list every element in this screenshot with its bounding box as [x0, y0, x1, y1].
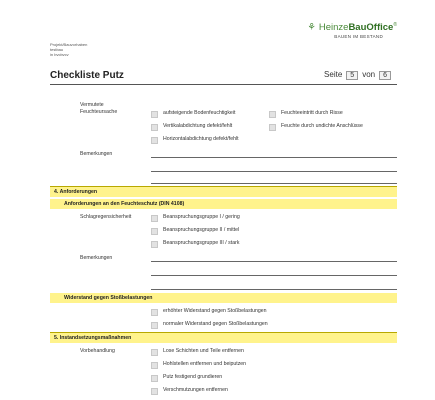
- vorbehandlung-label: Vorbehandlung: [80, 348, 115, 354]
- schlagregen-label: Schlagregensicherheit: [80, 214, 132, 220]
- page-title: Checkliste Putz: [50, 70, 124, 81]
- option-label: Lose Schichten und Teile entfernen: [163, 348, 244, 354]
- checkbox[interactable]: [151, 137, 158, 144]
- option-label: normaler Widerstand gegen Stoßbelastungen: [163, 321, 268, 327]
- option-label: Vertikalabdichtung defekt/fehlt: [163, 123, 233, 129]
- option-label: Feuchteeintritt durch Risse: [281, 110, 343, 116]
- checkbox[interactable]: [269, 124, 276, 131]
- project-line-2: testbau: [50, 47, 64, 52]
- stoss-title: Widerstand gegen Stoßbelastungen: [64, 295, 153, 301]
- page-total-field: 6: [379, 71, 391, 80]
- section-4-subtitle: Anforderungen an den Feuchteschutz (DIN 4108): [64, 201, 185, 207]
- checkbox[interactable]: [151, 124, 158, 131]
- checkbox[interactable]: [151, 215, 158, 222]
- section-5-title: 5. Instandsetzungsmaßnahmen: [54, 335, 132, 341]
- logo-icon: ⚘: [307, 22, 316, 34]
- remarks-line[interactable]: [151, 289, 397, 290]
- vermutete-label: [80, 102, 117, 115]
- remarks-line[interactable]: [151, 157, 397, 158]
- remarks-label: Bemerkungen: [80, 255, 113, 261]
- section-4-subheader: [50, 199, 397, 209]
- title-divider: [50, 84, 397, 85]
- option-label: Hohlstellen entfernen und beiputzen: [163, 361, 247, 367]
- option-label: Verschmutzungen entfernen: [163, 387, 228, 393]
- checkbox[interactable]: [151, 375, 158, 382]
- checkbox[interactable]: [151, 388, 158, 395]
- checkbox[interactable]: [151, 309, 158, 316]
- logo-reg: ®: [393, 22, 397, 28]
- remarks-line[interactable]: [151, 183, 397, 184]
- logo-name-prefix: Heinze: [318, 22, 349, 34]
- remarks-line[interactable]: [151, 275, 397, 276]
- vermutete-label-line1: Vermutete: [80, 102, 104, 108]
- remarks-label: Bemerkungen: [80, 151, 113, 157]
- option-label: Feuchte durch undichte Anschlüsse: [281, 123, 363, 129]
- page-current-field: 5: [346, 71, 358, 80]
- page-indicator: [324, 70, 395, 80]
- section-4-header: [50, 186, 397, 197]
- section-5-header: [50, 332, 397, 343]
- option-label: Horizontalabdichtung defekt/fehlt: [163, 136, 239, 142]
- page-of-label: von: [362, 70, 376, 79]
- option-label: Beanspruchungsgruppe II / mittel: [163, 227, 240, 233]
- checkbox[interactable]: [151, 111, 158, 118]
- vermutete-label-line2: Feuchteursache: [80, 108, 118, 115]
- logo-tagline: BAUEN IM BESTAND: [334, 34, 383, 39]
- project-line-3: in bvcbvcv: [50, 52, 69, 57]
- checkbox[interactable]: [151, 362, 158, 369]
- checkbox[interactable]: [151, 349, 158, 356]
- option-label: Putz festigend grundieren: [163, 374, 223, 380]
- option-label: Beanspruchungsgruppe III / stark: [163, 240, 240, 246]
- checkbox[interactable]: [151, 322, 158, 329]
- logo-name-main: BauOffice: [348, 22, 394, 34]
- checkbox[interactable]: [269, 111, 276, 118]
- remarks-line[interactable]: [151, 171, 397, 172]
- checkbox[interactable]: [151, 241, 158, 248]
- remarks-line[interactable]: [151, 261, 397, 262]
- option-label: Beanspruchungsgruppe I / gering: [163, 214, 240, 220]
- checkbox[interactable]: [151, 228, 158, 235]
- option-label: erhöhter Widerstand gegen Stoßbelastungen: [163, 308, 267, 314]
- page-label: Seite: [324, 70, 343, 79]
- stoss-header: [50, 293, 397, 303]
- project-info: [50, 42, 87, 57]
- project-line-1: Projekt/Bauvorhaben: [50, 42, 88, 47]
- option-label: aufsteigende Bodenfeuchtigkeit: [163, 110, 236, 116]
- section-4-title: 4. Anforderungen: [54, 189, 98, 195]
- company-logo: [307, 22, 397, 33]
